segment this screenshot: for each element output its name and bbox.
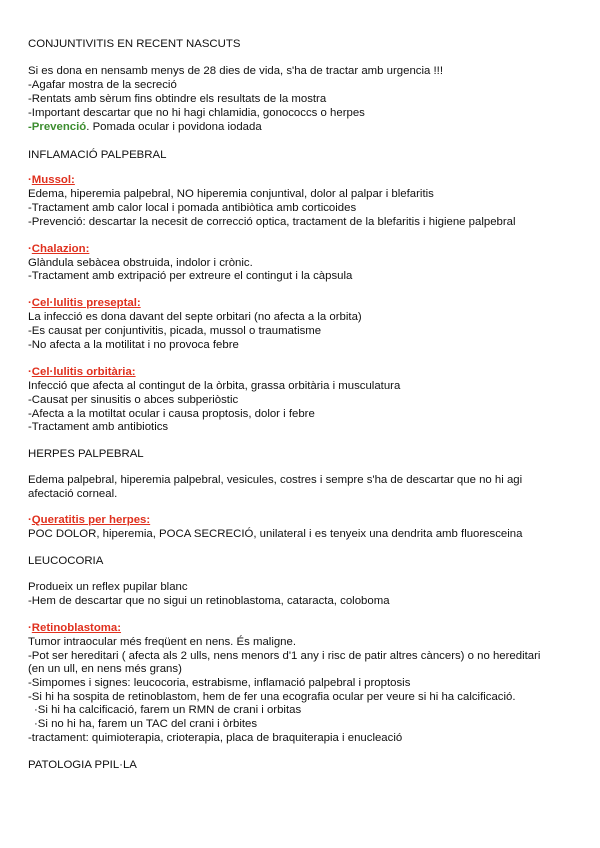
section-title-patologia: PATOLOGIA PPIL·LA bbox=[28, 759, 137, 771]
text-line: -Tractament amb calor local i pomada antibiòtica amb corticoides bbox=[28, 202, 357, 214]
prevencio-label: -Prevenció bbox=[28, 121, 87, 133]
text-line: -Agafar mostra de la secreció bbox=[28, 79, 177, 91]
text-line: -No afecta a la motilitat i no provoca febre bbox=[28, 339, 239, 351]
text-line: -tractament: quimioterapia, crioterapia, placa de braquiterapia i enucleació bbox=[28, 732, 403, 744]
section-title-leucocoria: LEUCOCORIA bbox=[28, 555, 104, 567]
text-line: -Si hi ha sospita de retinoblastom, hem de fer una ecografia ocular per veure si hi ha calcificació. bbox=[28, 691, 516, 703]
text-line: Glàndula sebàcea obstruida, indolor i crònic. bbox=[28, 257, 253, 269]
text-line: ·Si no hi ha, farem un TAC del crani i òrbites bbox=[34, 718, 258, 730]
subheading-retinoblastoma: ·Retinoblastoma: bbox=[28, 622, 122, 634]
text-line: -Tractament amb antibiotics bbox=[28, 421, 169, 433]
text-line bbox=[28, 121, 262, 135]
section-title-inflamacio: INFLAMACIÓ PALPEBRAL bbox=[28, 149, 167, 161]
text-line: -Important descartar que no hi hagi chlamidia, gonococcs o herpes bbox=[28, 107, 365, 119]
text-line: Edema palpebral, hiperemia palpebral, vesicules, costres i sempre s'ha de descartar que no hi agi bbox=[28, 474, 523, 486]
subheading-queratitis: ·Queratitis per herpes: bbox=[28, 514, 151, 526]
text-line: ·Si hi ha calcificació, farem un RMN de crani i orbitas bbox=[34, 704, 302, 716]
text-line: -Rentats amb sèrum fins obtindre els resultats de la mostra bbox=[28, 93, 327, 105]
text-line: -Afecta a la motiltat ocular i causa proptosis, dolor i febre bbox=[28, 408, 315, 420]
text-line: POC DOLOR, hiperemia, POCA SECRECIÓ, unilateral i es tenyeix una dendrita amb fluoresceina bbox=[28, 528, 523, 540]
section-title-herpes: HERPES PALPEBRAL bbox=[28, 448, 144, 460]
text-line: Tumor intraocular més freqüent en nens. És maligne. bbox=[28, 636, 297, 648]
text-line: -Hem de descartar que no sigui un retinoblastoma, cataracta, coloboma bbox=[28, 595, 390, 607]
text-line: La infecció es dona davant del septe orbitari (no afecta a la orbita) bbox=[28, 311, 362, 323]
subheading-cellulitis-orbitaria: ·Cel·lulitis orbitària: bbox=[28, 366, 136, 378]
text-line: (en un ull, en nens més grans) bbox=[28, 663, 182, 675]
text-line: Infecció que afecta al contingut de la òrbita, grassa orbitària i musculatura bbox=[28, 380, 401, 392]
text-line: Si es dona en nensamb menys de 28 dies de vida, s'ha de tractar amb urgencia !!! bbox=[28, 65, 444, 77]
text-line: -Tractament amb extripació per extreure el contingut i la càpsula bbox=[28, 270, 353, 282]
prevencio-text: . Pomada ocular i povidona iodada bbox=[86, 121, 262, 133]
text-line: afectació corneal. bbox=[28, 488, 118, 500]
subheading-mussol: ·Mussol: bbox=[28, 174, 75, 186]
subheading-cellulitis-preseptal: ·Cel·lulitis preseptal: bbox=[28, 297, 141, 309]
subheading-chalazion: ·Chalazion: bbox=[28, 243, 90, 255]
text-line: -Pot ser hereditari ( afecta als 2 ulls, nens menors d'1 any i risc de patir altres càncers) o no hereditari bbox=[28, 650, 541, 662]
text-line: -Causat per sinusitis o abces subperiòstic bbox=[28, 394, 239, 406]
text-line: Edema, hiperemia palpebral, NO hiperemia conjuntival, dolor al palpar i blefaritis bbox=[28, 188, 434, 200]
text-line: -Simpomes i signes: leucocoria, estrabisme, inflamació palpebral i proptosis bbox=[28, 677, 411, 689]
text-line: Produeix un reflex pupilar blanc bbox=[28, 581, 188, 593]
section-title-conjuntivitis: CONJUNTIVITIS EN RECENT NASCUTS bbox=[28, 38, 241, 50]
text-line: -Es causat per conjuntivitis, picada, mussol o traumatisme bbox=[28, 325, 322, 337]
text-line: -Prevenció: descartar la necesit de correcció optica, tractament de la blefaritis i higiene palpebral bbox=[28, 216, 516, 228]
